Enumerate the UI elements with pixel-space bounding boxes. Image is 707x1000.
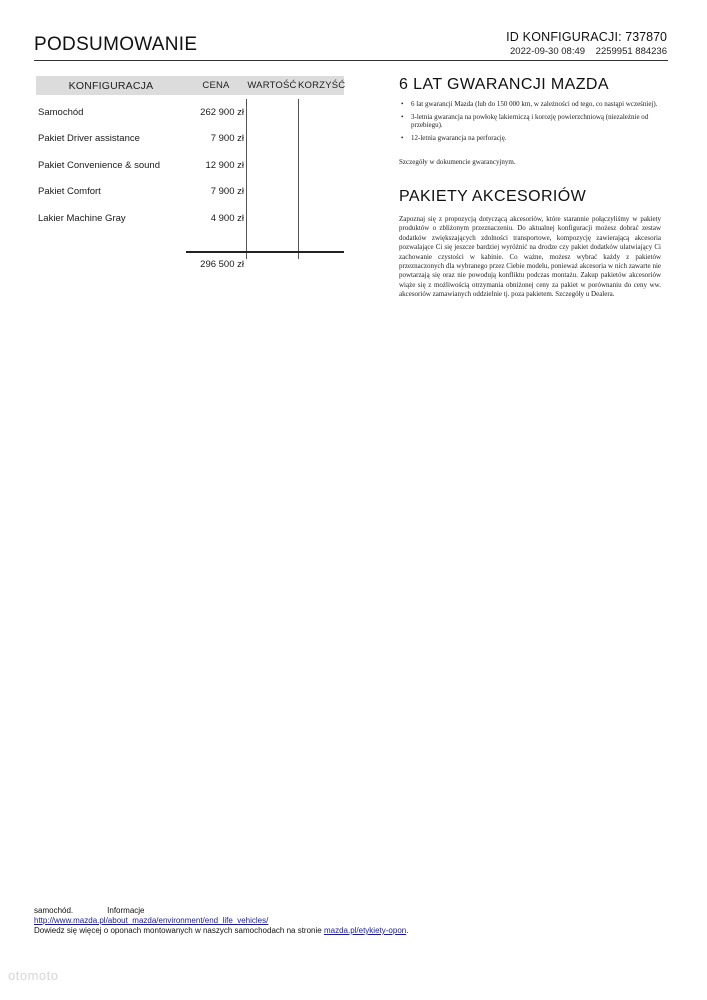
column-divider-value <box>246 99 247 259</box>
list-item: • 6 lat gwarancji Mazda (lub do 150 000 km, w zależności od tego, co nastąpi wcześniej). <box>401 100 658 108</box>
list-item: • 3-letnia gwarancja na powłokę lakierniczą i korozję powierzchniową (niezależnie od przebiegu). <box>401 112 649 130</box>
row-name: Pakiet Comfort <box>38 186 101 198</box>
warranty-note: Szczegóły w dokumencie gwarancyjnym. <box>399 158 516 166</box>
configuration-reference: 2259951 884236 <box>595 46 667 57</box>
bullet-icon: • <box>401 112 404 121</box>
end-of-life-vehicles-link[interactable]: http://www.mazda.pl/about_mazda/environment/end_life_vehicles/ <box>34 916 269 925</box>
tyre-labels-link[interactable]: mazda.pl/etykiety-opon <box>323 926 407 935</box>
configuration-id-label: ID KONFIGURACJI: <box>506 30 622 44</box>
row-price: 7 900 zł <box>210 186 244 198</box>
header-divider <box>34 60 668 61</box>
row-name: Pakiet Driver assistance <box>38 133 140 145</box>
table-body <box>36 99 344 270</box>
row-price: 12 900 zł <box>205 159 244 171</box>
footer-text: Informacje <box>107 906 145 915</box>
row-name: Pakiet Convenience & sound <box>38 159 160 171</box>
list-item: • 12-letnia gwarancja na perforację. <box>401 133 507 142</box>
footer-text: Dowiedz się więcej o oponach montowanych w naszych samochodach na stronie <box>34 926 322 935</box>
total-divider <box>186 251 344 253</box>
row-name: Lakier Machine Gray <box>38 212 126 224</box>
footer: samochód. Informacje http://www.mazda.pl/about_mazda/environment/end_life_vehicles/ Dowiedz się więcej o oponach montowanych w naszych samochodach na stronie mazda.pl/etykiety-opon. <box>34 906 409 935</box>
row-price: 262 900 zł <box>200 106 244 118</box>
watermark-logo: otomoto <box>8 968 59 983</box>
row-price: 4 900 zł <box>210 212 244 224</box>
row-name: Samochód <box>38 106 84 118</box>
column-header-value: WARTOŚĆ <box>247 80 297 91</box>
accessories-title: PAKIETY AKCESORIÓW <box>399 188 587 205</box>
warranty-list <box>399 100 661 146</box>
table-header <box>36 76 344 95</box>
configuration-table <box>36 76 346 270</box>
page-title: PODSUMOWANIE <box>34 34 198 55</box>
column-divider-benefit <box>298 99 299 259</box>
column-header-configuration: KONFIGURACJA <box>68 79 154 92</box>
row-price: 7 900 zł <box>210 133 244 145</box>
column-header-benefit: KORZYŚĆ <box>298 80 346 91</box>
configuration-id-value: 737870 <box>625 30 667 44</box>
bullet-icon: • <box>401 100 404 108</box>
accessories-description: Zapoznaj się z propozycją dotyczącą akcesoriów, które starannie połączyliśmy w pakiety produktów o zbliżonym przeznaczeniu. Do aktualnej konfiguracji możesz dobrać zestaw dodatków zwiększających zdolności transportowe, kompozycję zawierającą akcesoria pozwalające Ci się jeszcze bardziej wyróżnić na drodze czy pakiet dodatków ułatwiający Ci zachowanie czystości w kabinie. Co ważne, możesz wybrać każdy z pakietów przeznaczonych dla wybranego przez Ciebie modelu, ponieważ akcesoria w nich zawarte nie powtarzają się oraz nie powodują konfliktu podczas montażu. Zakup pakietów akcesoriów wiąże się z możliwością otrzymania obniżonej ceny za pakiet w porównaniu do ceny ww. akcesoriów zamawianych oddzielnie tj. poza pakietem. Szczegóły u Dealera. <box>399 215 661 299</box>
configuration-meta <box>510 46 667 57</box>
warranty-title: 6 LAT GWARANCJI MAZDA <box>399 76 609 93</box>
configuration-id <box>506 30 667 44</box>
table-total: 296 500 zł <box>200 259 244 270</box>
configuration-datetime: 2022-09-30 08:49 <box>510 46 586 57</box>
column-header-price: CENA <box>202 80 230 91</box>
bullet-icon: • <box>401 133 404 142</box>
footer-text: samochód. <box>34 906 74 915</box>
